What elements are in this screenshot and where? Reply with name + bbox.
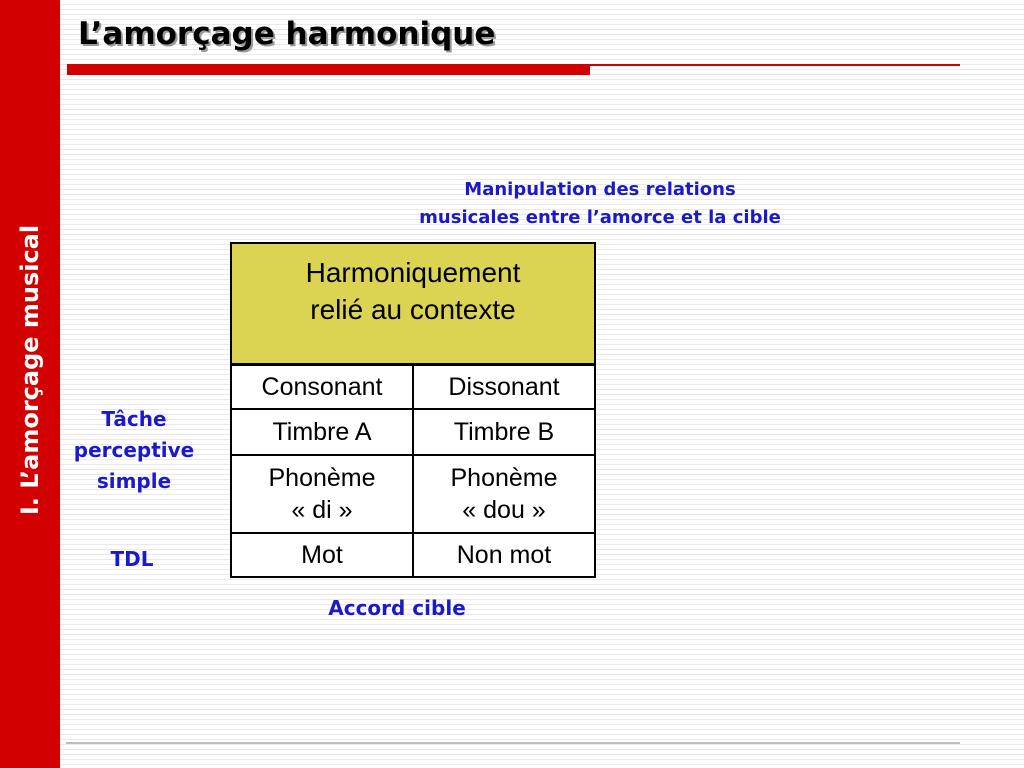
tdl-label: TDL [110, 547, 154, 571]
table-cell-phoneme-dou [413, 455, 595, 533]
slide-title: L’amorçage harmonique [78, 16, 496, 52]
phoneme-dou-line-1: Phonème [450, 464, 558, 492]
table-row [231, 533, 595, 577]
footer-rule [66, 742, 960, 744]
title-underline-rule [590, 64, 960, 66]
task-label-line-3: simple [96, 469, 172, 493]
title-underline-bar [67, 64, 590, 75]
table-cell-consonant: Consonant [231, 366, 413, 409]
section-sidebar [0, 0, 60, 768]
manipulation-note [380, 176, 820, 232]
condition-table [230, 366, 596, 578]
table-cell-mot: Mot [231, 533, 413, 577]
table-cell-dissonant: Dissonant [413, 366, 595, 409]
manipulation-note-line-2: musicales entre l’amorce et la cible [419, 207, 781, 228]
table-cell-phoneme-di [231, 455, 413, 533]
phoneme-di-line-1: Phonème [268, 464, 376, 492]
table-header-line-1: Harmoniquement [305, 257, 521, 288]
task-label-line-2: perceptive [73, 438, 195, 462]
table-row [231, 366, 595, 409]
table-row [231, 455, 595, 533]
table-header-line-2: relié au contexte [310, 294, 516, 325]
phoneme-di-line-2: « di » [291, 496, 353, 524]
table-header [230, 242, 596, 366]
task-label-line-1: Tâche [101, 407, 167, 431]
task-label [66, 404, 202, 497]
table-row [231, 409, 595, 455]
table-cell-timbre-a: Timbre A [231, 409, 413, 455]
table-cell-timbre-b: Timbre B [413, 409, 595, 455]
table-cell-non-mot: Non mot [413, 533, 595, 577]
priming-table [230, 242, 596, 578]
section-label: I. L’amorçage musical [16, 224, 44, 516]
phoneme-dou-line-2: « dou » [462, 496, 546, 524]
manipulation-note-line-1: Manipulation des relations [464, 179, 736, 200]
target-chord-label: Accord cible [328, 596, 466, 620]
